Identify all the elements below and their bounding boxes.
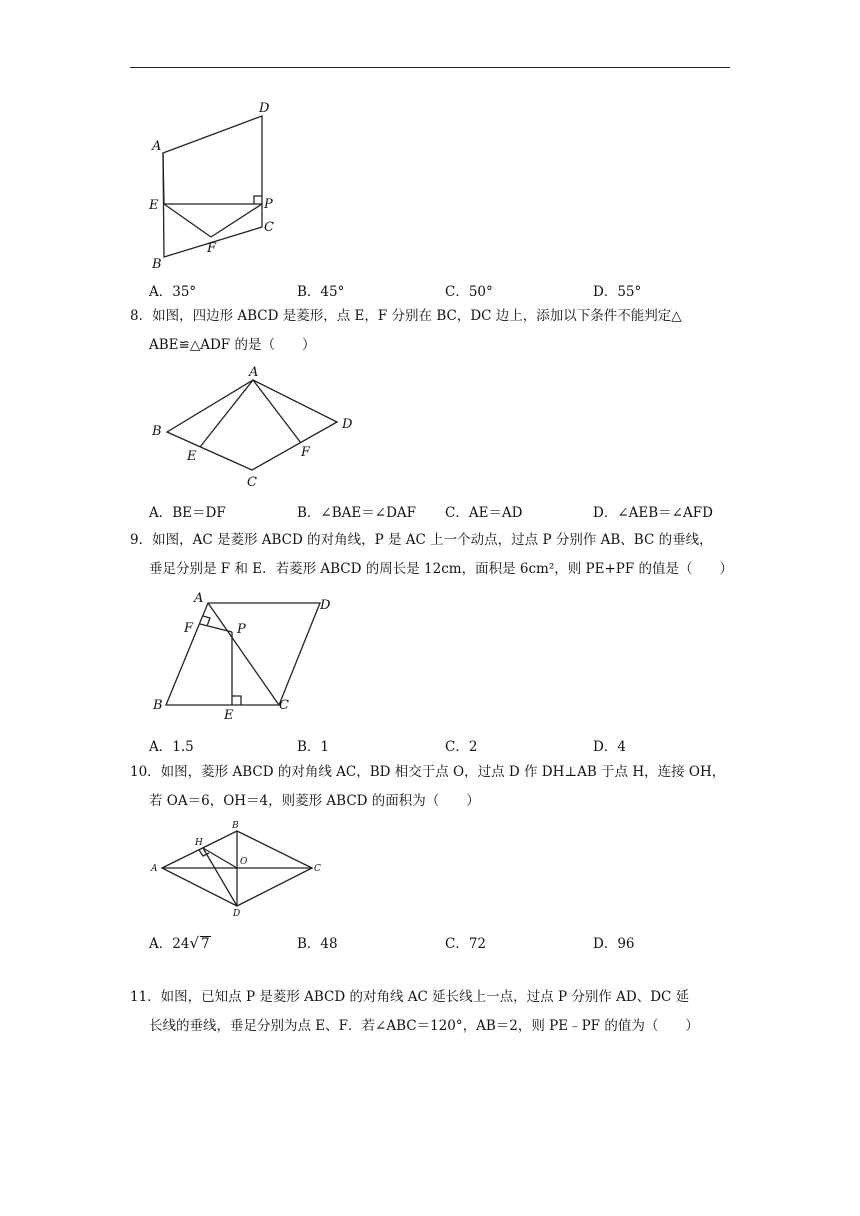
q10-option-a-prefix: A．24 — [149, 936, 190, 952]
q9-text — [130, 526, 740, 584]
fig7-label-b: B — [152, 257, 162, 272]
fig9-label-c: C — [279, 698, 289, 713]
fig9-label-p: P — [237, 622, 246, 637]
fig7-label-c: C — [264, 220, 274, 235]
fig9-right-angle-mark-e — [232, 696, 241, 705]
fig7-line-ef — [164, 204, 211, 237]
q10-text — [130, 758, 740, 816]
q10-option-a-radicand: 7 — [201, 936, 210, 952]
fig7-label-d: D — [259, 101, 270, 116]
q11-line1: 11．如图，已知点 P 是菱形 ABCD 的对角线 AC 延长线上一点，过点 P 分别作 AD、DC 延 — [130, 989, 690, 1005]
q10-option-a[interactable] — [149, 932, 211, 952]
q8-option-c[interactable]: C．AE＝AD — [445, 505, 523, 521]
fig10-label-d: D — [233, 909, 241, 919]
fig8-label-d: D — [342, 417, 353, 432]
q9-option-d[interactable]: D．4 — [593, 739, 626, 755]
fig9-line-fp — [200, 624, 232, 632]
q7-option-c[interactable]: C．50° — [445, 284, 493, 300]
q7-option-a[interactable]: A．35° — [149, 284, 197, 300]
fig7-label-f: F — [207, 241, 217, 256]
fig8-line-af — [253, 380, 301, 443]
fig7-label-p: P — [264, 197, 273, 212]
figure-q9 — [148, 588, 348, 723]
q8-option-b[interactable]: B．∠BAE＝∠DAF — [297, 505, 417, 521]
q7-option-b[interactable]: B．45° — [297, 284, 345, 300]
fig8-label-a: A — [249, 365, 259, 380]
fig10-label-h: H — [195, 838, 203, 848]
q8-line1: 8．如图，四边形 ABCD 是菱形，点 E，F 分别在 BC，DC 边上，添加以下条件不能判定△ — [130, 308, 682, 324]
q8-line2: ABE≌△ADF 的是（ ） — [149, 337, 316, 353]
q9-line1: 9．如图，AC 是菱形 ABCD 的对角线，P 是 AC 上一个动点，过点 P 分别作 AB、BC 的垂线， — [130, 532, 713, 548]
fig9-line-ac — [208, 603, 279, 705]
q10-option-d[interactable]: D．96 — [593, 936, 635, 952]
q10-line2: 若 OA＝6，OH＝4，则菱形 ABCD 的面积为（ ） — [149, 793, 480, 809]
fig8-label-c: C — [247, 475, 257, 490]
q9-line2: 垂足分别是 F 和 E．若菱形 ABCD 的周长是 12cm，面积是 6cm²，则 PE+PF 的值是（ ） — [149, 561, 734, 577]
fig9-label-d: D — [320, 598, 331, 613]
figure-q8 — [145, 362, 365, 492]
sqrt-icon: √ — [189, 934, 199, 952]
q11-line2: 长线的垂线，垂足分别为点 E、F．若∠ABC＝120°，AB＝2，则 PE﹣PF 的值为（ ） — [149, 1018, 699, 1034]
fig7-right-angle-mark — [254, 196, 262, 204]
q10-line1: 10．如图，菱形 ABCD 的对角线 AC，BD 相交于点 O，过点 D 作 DH⊥AB 于点 H，连接 OH， — [130, 764, 726, 780]
q7-option-d[interactable]: D．55° — [593, 284, 642, 300]
fig10-line-oh — [203, 848, 237, 868]
fig7-line-fp — [211, 204, 262, 237]
fig8-label-e: E — [187, 449, 197, 464]
q10-option-c[interactable]: C．72 — [445, 936, 487, 952]
fig7-label-a: A — [152, 139, 162, 154]
fig8-label-b: B — [152, 424, 162, 439]
q11-text — [130, 983, 740, 1041]
fig10-label-c: C — [314, 864, 321, 874]
fig9-label-f: F — [184, 621, 194, 636]
q10-option-b[interactable]: B．48 — [297, 936, 338, 952]
fig9-label-b: B — [153, 698, 163, 713]
q9-option-c[interactable]: C．2 — [445, 739, 478, 755]
q8-option-d[interactable]: D．∠AEB＝∠AFD — [593, 505, 713, 521]
q8-text — [130, 302, 740, 360]
fig7-label-e: E — [149, 198, 159, 213]
figure-q10 — [148, 818, 338, 923]
fig8-line-ae — [200, 380, 253, 447]
q9-option-a[interactable]: A．1.5 — [149, 739, 194, 755]
q9-option-b[interactable]: B．1 — [297, 739, 330, 755]
fig9-label-e: E — [224, 708, 234, 723]
fig8-label-f: F — [301, 445, 311, 460]
fig10-label-a: A — [151, 864, 158, 874]
fig10-label-b: B — [232, 821, 239, 831]
fig9-label-a: A — [194, 591, 204, 606]
fig10-label-o: O — [240, 857, 248, 867]
header-rule — [130, 67, 730, 68]
q8-option-a[interactable]: A．BE＝DF — [149, 505, 226, 521]
figure-q7 — [140, 95, 300, 275]
